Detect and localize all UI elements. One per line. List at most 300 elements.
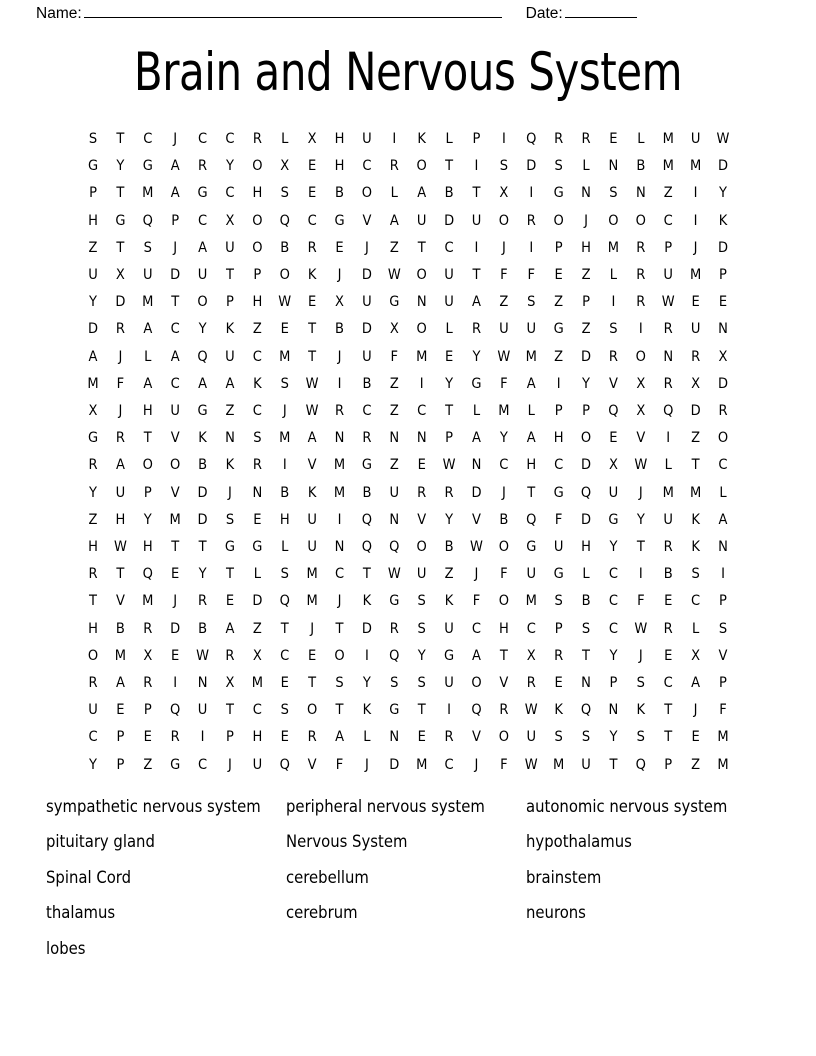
grid-cell[interactable]: G <box>553 484 564 501</box>
grid-cell[interactable]: C <box>198 212 208 229</box>
grid-cell[interactable]: K <box>417 131 426 147</box>
grid-cell[interactable]: M <box>251 675 263 692</box>
grid-cell[interactable]: K <box>307 267 317 284</box>
grid-cell[interactable]: M <box>416 348 428 365</box>
grid-cell[interactable]: S <box>691 566 700 583</box>
grid-cell[interactable]: Q <box>635 756 646 773</box>
grid-cell[interactable]: I <box>337 375 342 392</box>
grid-cell[interactable]: Q <box>197 348 208 365</box>
grid-cell[interactable]: I <box>474 239 479 256</box>
grid-cell[interactable]: P <box>554 620 563 637</box>
grid-cell[interactable]: S <box>527 294 536 311</box>
grid-cell[interactable]: H <box>279 511 290 528</box>
grid-cell[interactable]: M <box>662 484 674 501</box>
grid-cell[interactable]: P <box>719 593 727 610</box>
grid-cell[interactable]: Y <box>609 729 618 746</box>
grid-cell[interactable]: S <box>417 620 426 637</box>
grid-cell[interactable]: Q <box>471 702 482 719</box>
grid-cell[interactable]: U <box>170 403 180 420</box>
grid-cell[interactable]: R <box>88 566 98 583</box>
grid-cell[interactable]: W <box>497 348 511 365</box>
grid-cell[interactable]: R <box>636 267 646 284</box>
grid-cell[interactable]: U <box>362 294 372 311</box>
grid-cell[interactable]: D <box>170 267 181 284</box>
grid-cell[interactable]: S <box>280 185 289 202</box>
grid-cell[interactable]: D <box>581 348 592 365</box>
grid-cell[interactable]: U <box>444 267 454 284</box>
grid-cell[interactable]: C <box>170 375 180 392</box>
grid-cell[interactable]: M <box>333 484 346 501</box>
grid-cell[interactable]: H <box>581 239 591 256</box>
grid-cell[interactable]: A <box>143 375 153 392</box>
grid-cell[interactable]: B <box>198 620 208 637</box>
grid-cell[interactable]: K <box>362 702 372 719</box>
grid-cell[interactable]: K <box>225 457 235 474</box>
grid-cell[interactable]: R <box>417 484 427 501</box>
grid-cell[interactable]: H <box>88 212 98 229</box>
grid-cell[interactable]: E <box>335 239 344 256</box>
grid-cell[interactable]: V <box>115 593 125 610</box>
grid-cell[interactable]: O <box>608 212 619 229</box>
grid-cell[interactable]: B <box>280 239 290 256</box>
grid-cell[interactable]: E <box>308 158 317 175</box>
grid-cell[interactable]: P <box>609 675 618 692</box>
grid-cell[interactable]: G <box>142 158 153 175</box>
grid-cell[interactable]: T <box>280 620 289 637</box>
grid-cell[interactable]: G <box>526 539 537 556</box>
grid-cell[interactable]: E <box>171 566 180 583</box>
grid-cell[interactable]: R <box>663 375 673 392</box>
grid-cell[interactable]: U <box>143 267 153 284</box>
grid-cell[interactable]: V <box>362 212 372 229</box>
grid-cell[interactable]: S <box>554 158 563 175</box>
grid-cell[interactable]: O <box>580 430 592 447</box>
grid-cell[interactable]: G <box>553 321 564 338</box>
grid-cell[interactable]: I <box>529 185 534 202</box>
grid-cell[interactable]: C <box>252 702 262 719</box>
grid-cell[interactable]: C <box>225 131 235 147</box>
grid-cell[interactable]: F <box>554 511 563 528</box>
grid-cell[interactable]: Q <box>389 539 400 556</box>
grid-cell[interactable]: V <box>718 647 728 664</box>
grid-cell[interactable]: R <box>663 539 673 556</box>
grid-cell[interactable]: P <box>554 403 563 420</box>
grid-cell[interactable]: H <box>252 185 263 202</box>
grid-cell[interactable]: Q <box>580 484 592 501</box>
grid-cell[interactable]: J <box>118 403 123 420</box>
word-list-item[interactable]: hypothalamus <box>526 832 632 852</box>
grid-cell[interactable]: U <box>581 756 591 773</box>
grid-cell[interactable]: O <box>635 212 646 229</box>
grid-cell[interactable]: Q <box>580 702 592 719</box>
grid-cell[interactable]: U <box>416 212 427 229</box>
grid-cell[interactable]: J <box>638 647 643 664</box>
grid-cell[interactable]: J <box>173 593 178 610</box>
grid-cell[interactable]: S <box>390 675 399 692</box>
grid-cell[interactable]: U <box>526 729 537 746</box>
grid-cell[interactable]: D <box>252 593 263 610</box>
grid-cell[interactable]: Y <box>198 566 207 583</box>
grid-cell[interactable]: R <box>554 647 564 664</box>
grid-cell[interactable]: H <box>115 511 126 528</box>
grid-cell[interactable]: S <box>280 566 289 583</box>
grid-cell[interactable]: I <box>693 185 698 202</box>
grid-cell[interactable]: R <box>198 593 208 610</box>
grid-cell[interactable]: P <box>226 294 234 311</box>
grid-cell[interactable]: X <box>636 403 646 420</box>
grid-cell[interactable]: F <box>500 566 508 583</box>
grid-cell[interactable]: H <box>142 403 153 420</box>
grid-cell[interactable]: D <box>197 511 208 528</box>
grid-cell[interactable]: N <box>225 430 235 447</box>
grid-cell[interactable]: T <box>445 403 454 420</box>
grid-cell[interactable]: Z <box>691 430 701 447</box>
grid-cell[interactable]: R <box>636 294 646 311</box>
grid-cell[interactable]: S <box>636 675 645 692</box>
grid-cell[interactable]: X <box>718 348 728 365</box>
grid-cell[interactable]: T <box>472 267 481 284</box>
grid-cell[interactable]: O <box>498 539 509 556</box>
grid-cell[interactable]: J <box>364 756 369 773</box>
grid-cell[interactable]: V <box>608 375 618 392</box>
grid-cell[interactable]: J <box>693 239 698 256</box>
grid-cell[interactable]: K <box>554 702 563 719</box>
grid-cell[interactable]: A <box>198 375 208 392</box>
grid-cell[interactable]: G <box>224 539 236 556</box>
grid-cell[interactable]: C <box>198 756 208 773</box>
grid-cell[interactable]: R <box>252 457 262 474</box>
grid-cell[interactable]: M <box>306 566 318 583</box>
grid-cell[interactable]: F <box>500 267 508 284</box>
grid-cell[interactable]: V <box>472 511 481 528</box>
grid-cell[interactable]: S <box>253 430 262 447</box>
grid-cell[interactable]: C <box>307 212 317 229</box>
grid-cell[interactable]: U <box>307 539 317 556</box>
grid-cell[interactable]: Y <box>89 294 97 311</box>
grid-cell[interactable]: V <box>472 729 481 746</box>
grid-cell[interactable]: Y <box>719 185 727 202</box>
grid-cell[interactable]: N <box>718 539 728 556</box>
grid-cell[interactable]: A <box>417 185 427 202</box>
grid-cell[interactable]: Z <box>389 375 399 392</box>
grid-cell[interactable]: S <box>718 620 728 637</box>
grid-cell[interactable]: E <box>143 729 152 746</box>
grid-cell[interactable]: W <box>278 294 292 311</box>
grid-cell[interactable]: R <box>115 430 125 447</box>
grid-cell[interactable]: R <box>526 212 536 229</box>
grid-cell[interactable]: P <box>116 756 125 773</box>
grid-cell[interactable]: I <box>501 131 506 147</box>
grid-cell[interactable]: M <box>662 131 674 147</box>
grid-cell[interactable]: U <box>362 131 372 147</box>
grid-cell[interactable]: J <box>337 593 342 610</box>
grid-cell[interactable]: E <box>444 348 454 365</box>
grid-cell[interactable]: R <box>691 348 701 365</box>
grid-cell[interactable]: C <box>252 403 262 420</box>
grid-cell[interactable]: F <box>500 756 508 773</box>
grid-cell[interactable]: O <box>361 185 373 202</box>
grid-cell[interactable]: N <box>416 294 427 311</box>
grid-cell[interactable]: E <box>664 593 673 610</box>
grid-cell[interactable]: W <box>305 375 319 392</box>
grid-cell[interactable]: G <box>389 294 400 311</box>
grid-cell[interactable]: S <box>143 239 152 256</box>
grid-cell[interactable]: X <box>252 647 262 664</box>
grid-cell[interactable]: M <box>553 756 565 773</box>
grid-cell[interactable]: N <box>252 484 263 501</box>
grid-cell[interactable]: X <box>499 185 509 202</box>
grid-cell[interactable]: U <box>252 756 263 773</box>
grid-cell[interactable]: O <box>279 267 290 284</box>
grid-cell[interactable]: A <box>115 675 125 692</box>
grid-cell[interactable]: C <box>663 212 673 229</box>
grid-cell[interactable]: T <box>308 675 317 692</box>
grid-cell[interactable]: B <box>499 511 509 528</box>
grid-cell[interactable]: A <box>225 375 235 392</box>
grid-cell[interactable]: B <box>362 484 372 501</box>
grid-cell[interactable]: U <box>663 511 673 528</box>
grid-cell[interactable]: C <box>554 457 564 474</box>
grid-cell[interactable]: T <box>609 756 618 773</box>
grid-cell[interactable]: P <box>472 131 481 147</box>
grid-cell[interactable]: B <box>198 457 208 474</box>
grid-cell[interactable]: O <box>252 212 263 229</box>
grid-cell[interactable]: I <box>447 702 452 719</box>
grid-cell[interactable]: O <box>635 348 646 365</box>
grid-cell[interactable]: Z <box>663 185 673 202</box>
grid-cell[interactable]: J <box>228 484 232 501</box>
grid-cell[interactable]: S <box>554 729 563 746</box>
grid-cell[interactable]: A <box>115 457 125 474</box>
grid-cell[interactable]: U <box>526 566 537 583</box>
grid-cell[interactable]: Q <box>608 403 619 420</box>
word-list-item[interactable]: lobes <box>46 938 86 958</box>
grid-cell[interactable]: R <box>444 729 454 746</box>
grid-cell[interactable]: H <box>142 539 153 556</box>
grid-cell[interactable]: T <box>116 185 125 202</box>
grid-cell[interactable]: L <box>281 539 289 556</box>
grid-cell[interactable]: O <box>252 239 263 256</box>
grid-cell[interactable]: K <box>444 593 454 610</box>
grid-cell[interactable]: Y <box>362 675 371 692</box>
grid-cell[interactable]: W <box>716 131 730 147</box>
grid-cell[interactable]: B <box>362 375 372 392</box>
grid-cell[interactable]: S <box>280 702 289 719</box>
grid-cell[interactable]: D <box>87 321 99 338</box>
grid-cell[interactable]: A <box>170 158 180 175</box>
grid-cell[interactable]: U <box>225 348 235 365</box>
grid-cell[interactable]: R <box>362 430 372 447</box>
grid-cell[interactable]: O <box>252 158 263 175</box>
grid-cell[interactable]: L <box>527 403 535 420</box>
grid-cell[interactable]: S <box>554 593 563 610</box>
grid-cell[interactable]: P <box>171 212 180 229</box>
grid-cell[interactable]: X <box>225 212 235 229</box>
grid-cell[interactable]: R <box>581 131 591 147</box>
grid-cell[interactable]: M <box>333 457 346 474</box>
grid-cell[interactable]: U <box>690 321 701 338</box>
grid-cell[interactable]: E <box>554 267 563 284</box>
grid-cell[interactable]: G <box>389 702 400 719</box>
grid-cell[interactable]: R <box>554 131 564 147</box>
grid-cell[interactable]: T <box>445 158 454 175</box>
grid-cell[interactable]: I <box>611 294 616 311</box>
grid-cell[interactable]: D <box>526 158 537 175</box>
grid-cell[interactable]: D <box>581 511 592 528</box>
grid-cell[interactable]: H <box>88 539 98 556</box>
word-list-item[interactable]: cerebrum <box>286 903 358 923</box>
grid-cell[interactable]: P <box>253 267 262 284</box>
grid-cell[interactable]: C <box>608 593 618 610</box>
grid-cell[interactable]: I <box>638 566 643 583</box>
grid-cell[interactable]: S <box>581 729 591 746</box>
grid-cell[interactable]: W <box>113 539 127 556</box>
grid-cell[interactable]: R <box>663 321 673 338</box>
grid-cell[interactable]: T <box>472 185 481 202</box>
grid-cell[interactable]: M <box>416 756 428 773</box>
grid-cell[interactable]: S <box>280 375 289 392</box>
grid-cell[interactable]: K <box>225 321 235 338</box>
grid-cell[interactable]: Z <box>88 511 98 528</box>
grid-cell[interactable]: E <box>609 430 618 447</box>
grid-cell[interactable]: V <box>417 511 427 528</box>
grid-cell[interactable]: S <box>499 158 509 175</box>
grid-cell[interactable]: C <box>417 403 427 420</box>
grid-cell[interactable]: C <box>471 620 482 637</box>
grid-cell[interactable]: Z <box>581 321 591 338</box>
grid-cell[interactable]: I <box>693 212 698 229</box>
grid-cell[interactable]: U <box>663 267 673 284</box>
grid-cell[interactable]: A <box>307 430 317 447</box>
grid-cell[interactable]: J <box>310 620 315 637</box>
grid-cell[interactable]: C <box>608 620 618 637</box>
grid-cell[interactable]: S <box>417 675 426 692</box>
grid-cell[interactable]: A <box>143 321 153 338</box>
grid-cell[interactable]: B <box>280 484 290 501</box>
grid-cell[interactable]: G <box>471 375 482 392</box>
grid-cell[interactable]: J <box>584 212 588 229</box>
grid-cell[interactable]: F <box>390 348 399 365</box>
grid-cell[interactable]: A <box>472 294 481 311</box>
grid-cell[interactable]: G <box>197 403 208 420</box>
grid-cell[interactable]: Q <box>663 403 674 420</box>
grid-cell[interactable]: Q <box>526 511 537 528</box>
grid-cell[interactable]: Q <box>279 212 290 229</box>
grid-cell[interactable]: G <box>553 566 564 583</box>
grid-cell[interactable]: B <box>663 566 673 583</box>
grid-cell[interactable]: C <box>170 321 180 338</box>
grid-cell[interactable]: T <box>527 484 536 501</box>
grid-cell[interactable]: R <box>198 158 208 175</box>
grid-cell[interactable]: J <box>337 267 342 284</box>
grid-cell[interactable]: B <box>581 593 591 610</box>
grid-cell[interactable]: Y <box>499 430 508 447</box>
grid-cell[interactable]: L <box>445 321 453 338</box>
grid-cell[interactable]: Z <box>389 457 399 474</box>
grid-cell[interactable]: T <box>116 239 125 256</box>
grid-cell[interactable]: D <box>170 620 181 637</box>
grid-cell[interactable]: O <box>553 212 564 229</box>
grid-cell[interactable]: W <box>196 647 210 664</box>
grid-cell[interactable]: U <box>307 511 317 528</box>
grid-cell[interactable]: W <box>470 539 483 556</box>
grid-cell[interactable]: U <box>526 321 537 338</box>
grid-cell[interactable]: I <box>337 511 342 528</box>
grid-cell[interactable]: A <box>691 675 701 692</box>
grid-cell[interactable]: D <box>389 756 400 773</box>
grid-cell[interactable]: M <box>689 158 702 175</box>
grid-cell[interactable]: E <box>225 593 235 610</box>
grid-cell[interactable]: T <box>664 729 673 746</box>
grid-cell[interactable]: L <box>664 457 672 474</box>
grid-cell[interactable]: Q <box>142 566 153 583</box>
grid-cell[interactable]: Z <box>225 403 235 420</box>
grid-cell[interactable]: M <box>525 348 537 365</box>
grid-cell[interactable]: M <box>498 403 510 420</box>
grid-cell[interactable]: C <box>198 131 208 147</box>
grid-cell[interactable]: K <box>362 593 372 610</box>
grid-cell[interactable]: S <box>609 185 618 202</box>
grid-cell[interactable]: W <box>524 756 538 773</box>
word-list-item[interactable]: neurons <box>526 903 586 923</box>
grid-cell[interactable]: L <box>363 729 371 746</box>
grid-cell[interactable]: R <box>170 729 180 746</box>
grid-cell[interactable]: G <box>197 185 208 202</box>
grid-cell[interactable]: P <box>664 756 673 773</box>
grid-cell[interactable]: X <box>115 267 125 284</box>
grid-cell[interactable]: N <box>663 348 674 365</box>
grid-cell[interactable]: Y <box>582 375 591 392</box>
grid-cell[interactable]: U <box>197 267 208 284</box>
grid-cell[interactable]: M <box>689 267 702 284</box>
grid-cell[interactable]: T <box>362 566 371 583</box>
grid-cell[interactable]: R <box>252 131 262 147</box>
grid-cell[interactable]: E <box>609 131 618 147</box>
grid-cell[interactable]: V <box>170 430 180 447</box>
grid-cell[interactable]: Z <box>252 321 262 338</box>
grid-cell[interactable]: Y <box>472 348 481 365</box>
grid-cell[interactable]: N <box>389 511 400 528</box>
grid-cell[interactable]: Z <box>389 403 399 420</box>
grid-cell[interactable]: A <box>198 239 208 256</box>
grid-cell[interactable]: D <box>444 212 455 229</box>
grid-cell[interactable]: H <box>553 430 564 447</box>
grid-cell[interactable]: X <box>636 375 646 392</box>
grid-cell[interactable]: J <box>693 702 698 719</box>
grid-cell[interactable]: O <box>87 647 99 664</box>
grid-cell[interactable]: G <box>361 457 372 474</box>
grid-cell[interactable]: P <box>143 484 152 501</box>
grid-cell[interactable]: S <box>88 131 98 147</box>
grid-cell[interactable]: N <box>389 430 400 447</box>
grid-cell[interactable]: G <box>553 185 564 202</box>
grid-cell[interactable]: L <box>144 348 152 365</box>
grid-cell[interactable]: U <box>197 702 208 719</box>
grid-cell[interactable]: F <box>637 593 645 610</box>
grid-cell[interactable]: I <box>282 457 287 474</box>
grid-cell[interactable]: J <box>228 756 232 773</box>
grid-cell[interactable]: E <box>280 675 289 692</box>
grid-cell[interactable]: U <box>553 539 564 556</box>
grid-cell[interactable]: S <box>636 729 645 746</box>
grid-cell[interactable]: M <box>717 756 729 773</box>
grid-cell[interactable]: M <box>662 158 674 175</box>
grid-cell[interactable]: X <box>280 158 290 175</box>
grid-cell[interactable]: Q <box>526 131 537 147</box>
grid-cell[interactable]: A <box>718 511 728 528</box>
grid-cell[interactable]: G <box>170 756 181 773</box>
grid-cell[interactable]: U <box>471 212 482 229</box>
